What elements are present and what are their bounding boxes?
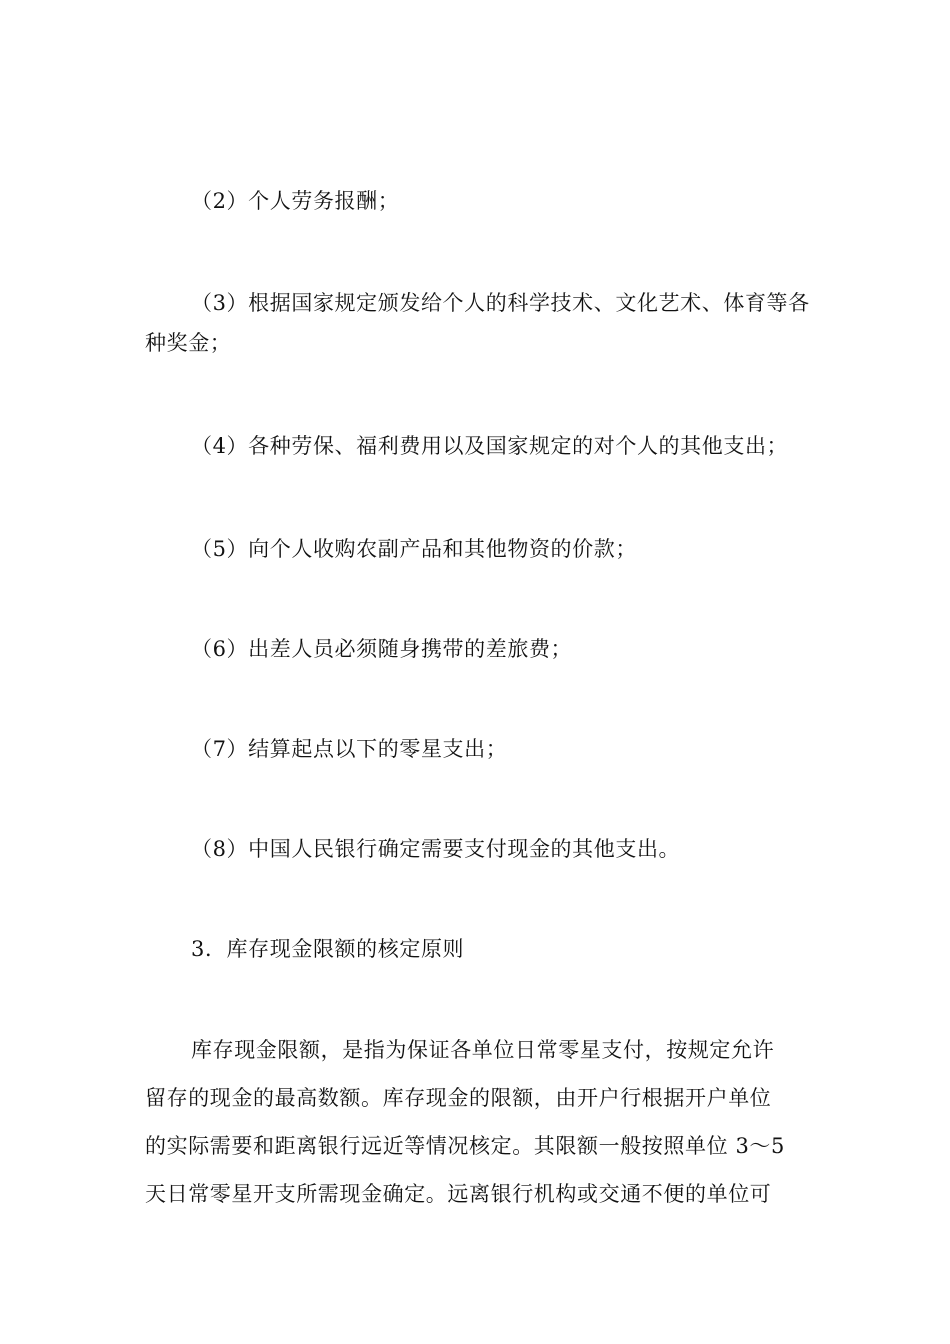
paragraph-line: 天日常零星开支所需现金确定。远离银行机构或交通不便的单位可 [145,1182,772,1206]
list-item-8: （8）中国人民银行确定需要支付现金的其他支出。 [191,837,681,861]
paragraph-line: 留存的现金的最高数额。库存现金的限额，由开户行根据开户单位 [145,1086,772,1110]
list-item-5: （5）向个人收购农副产品和其他物资的价款； [191,537,637,561]
section-heading: 3．库存现金限额的核定原则 [191,937,465,961]
paragraph-line: 库存现金限额，是指为保证各单位日常零星支付，按规定允许 [191,1038,775,1062]
list-item-6: （6）出差人员必须随身携带的差旅费； [191,637,573,661]
list-item-4: （4）各种劳保、福利费用以及国家规定的对个人的其他支出； [191,434,789,458]
list-item-7: （7）结算起点以下的零星支出； [191,737,508,761]
list-item-3: （3）根据国家规定颁发给个人的科学技术、文化艺术、体育等各种奖金； [145,291,810,355]
list-item-2: （2）个人劳务报酬； [191,189,400,213]
paragraph-line: 的实际需要和距离银行远近等情况核定。其限额一般按照单位 3～5 [145,1134,785,1158]
